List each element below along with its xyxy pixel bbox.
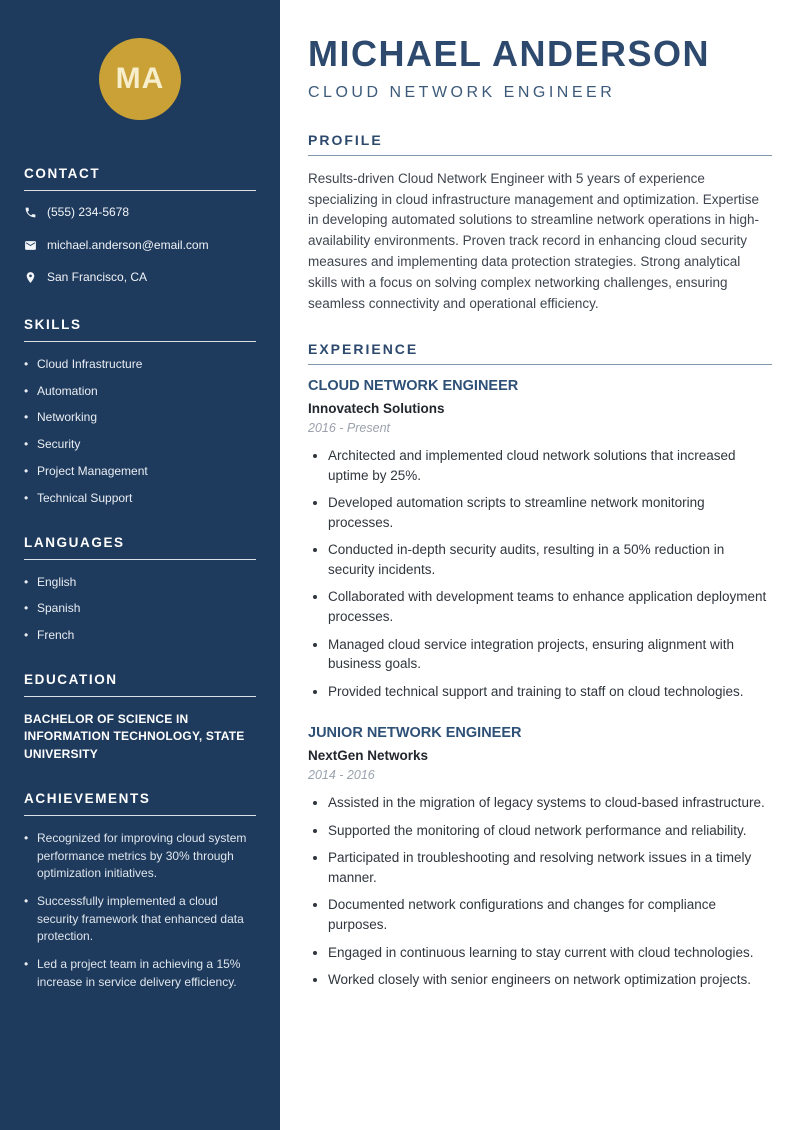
job-bullet: • Assisted in the migration of legacy systems to cloud-based infrastructure. [328, 793, 772, 813]
avatar [99, 38, 181, 120]
contact-heading: CONTACT [24, 166, 256, 191]
job-bullet: • Collaborated with development teams to enhance application deployment processes. [328, 587, 772, 626]
main-content [280, 0, 800, 1130]
job-entry [308, 725, 772, 990]
achievements-section [24, 791, 256, 991]
job-entry [308, 378, 772, 701]
skill-item: • Automation [24, 383, 256, 400]
location-icon [24, 270, 37, 289]
skill-item: • Networking [24, 409, 256, 426]
contact-list [24, 205, 256, 289]
languages-list [24, 574, 256, 644]
contact-phone-text: (555) 234-5678 [47, 205, 130, 219]
person-name: MICHAEL ANDERSON [308, 33, 711, 74]
job-bullet-list [308, 793, 772, 990]
contact-item-location [24, 270, 256, 289]
skills-list [24, 356, 256, 507]
contact-item-phone [24, 205, 256, 224]
email-icon [24, 238, 37, 257]
contact-section [24, 166, 256, 289]
skill-item: • Technical Support [24, 490, 256, 507]
sidebar [0, 0, 280, 1130]
job-bullet: • Participated in troubleshooting and resolving network issues in a timely manner. [328, 848, 772, 887]
job-dates: 2014 - 2016 [308, 768, 375, 783]
education-section [24, 672, 256, 763]
phone-icon [24, 205, 37, 224]
avatar-initials: MA [115, 62, 165, 95]
job-bullet: • Provided technical support and training to staff on cloud technologies. [328, 682, 772, 702]
job-bullet: • Conducted in-depth security audits, resulting in a 50% reduction in security incidents. [328, 540, 772, 579]
contact-item-email [24, 238, 256, 257]
achievement-item: • Led a project team in achieving a 15% increase in service delivery efficiency. [24, 956, 256, 991]
job-bullet-list [308, 446, 772, 701]
achievement-item: • Successfully implemented a cloud security framework that enhanced data protection. [24, 893, 256, 945]
achievements-list [24, 830, 256, 991]
skill-item: • Security [24, 436, 256, 453]
job-bullet: • Worked closely with senior engineers on network optimization projects. [328, 970, 772, 990]
skill-item: • Cloud Infrastructure [24, 356, 256, 373]
languages-section [24, 535, 256, 644]
job-bullet: • Supported the monitoring of cloud network performance and reliability. [328, 821, 772, 841]
achievement-item: • Recognized for improving cloud system performance metrics by 30% through optimization initiatives. [24, 830, 256, 882]
job-bullet: • Managed cloud service integration projects, ensuring alignment with business goals. [328, 635, 772, 674]
person-title: CLOUD NETWORK ENGINEER [308, 83, 616, 101]
education-heading: EDUCATION [24, 672, 256, 697]
profile-heading: PROFILE [308, 132, 772, 156]
language-item: • English [24, 574, 256, 591]
skills-section [24, 317, 256, 507]
job-company: NextGen Networks [308, 748, 429, 764]
language-item: • French [24, 627, 256, 644]
skills-heading: SKILLS [24, 317, 256, 342]
achievements-heading: ACHIEVEMENTS [24, 791, 256, 816]
experience-section [308, 341, 772, 990]
profile-section [308, 132, 772, 315]
job-title: JUNIOR NETWORK ENGINEER [308, 725, 522, 742]
language-item: • Spanish [24, 600, 256, 617]
contact-email-text: michael.anderson@email.com [47, 237, 209, 252]
profile-text: Results-driven Cloud Network Engineer with 5 years of experience specializing in cloud infrastructure management and optimization. Expertise in developing automated solutions to streamline network operations in high-availability environments. Proven track record in enhancing cloud security measures and implementing data protection strategies. Strong analytical skills with a focus on solving complex networking challenges, ensuring seamless connectivity and operational efficiency. [308, 170, 760, 312]
job-bullet: • Documented network configurations and changes for compliance purposes. [328, 895, 772, 934]
degree-text: BACHELOR OF SCIENCE IN INFORMATION TECHNOLOGY, STATE UNIVERSITY [24, 711, 245, 761]
job-bullet: • Architected and implemented cloud network solutions that increased uptime by 25%. [328, 446, 772, 485]
job-title: CLOUD NETWORK ENGINEER [308, 378, 519, 395]
contact-location-text: San Francisco, CA [47, 270, 148, 285]
skill-item: • Project Management [24, 463, 256, 480]
experience-heading: EXPERIENCE [308, 341, 772, 365]
job-bullet: • Engaged in continuous learning to stay current with cloud technologies. [328, 943, 772, 963]
job-company: Innovatech Solutions [308, 401, 445, 417]
job-dates: 2016 - Present [308, 421, 390, 436]
languages-heading: LANGUAGES [24, 535, 256, 560]
job-bullet: • Developed automation scripts to streamline network monitoring processes. [328, 493, 772, 532]
